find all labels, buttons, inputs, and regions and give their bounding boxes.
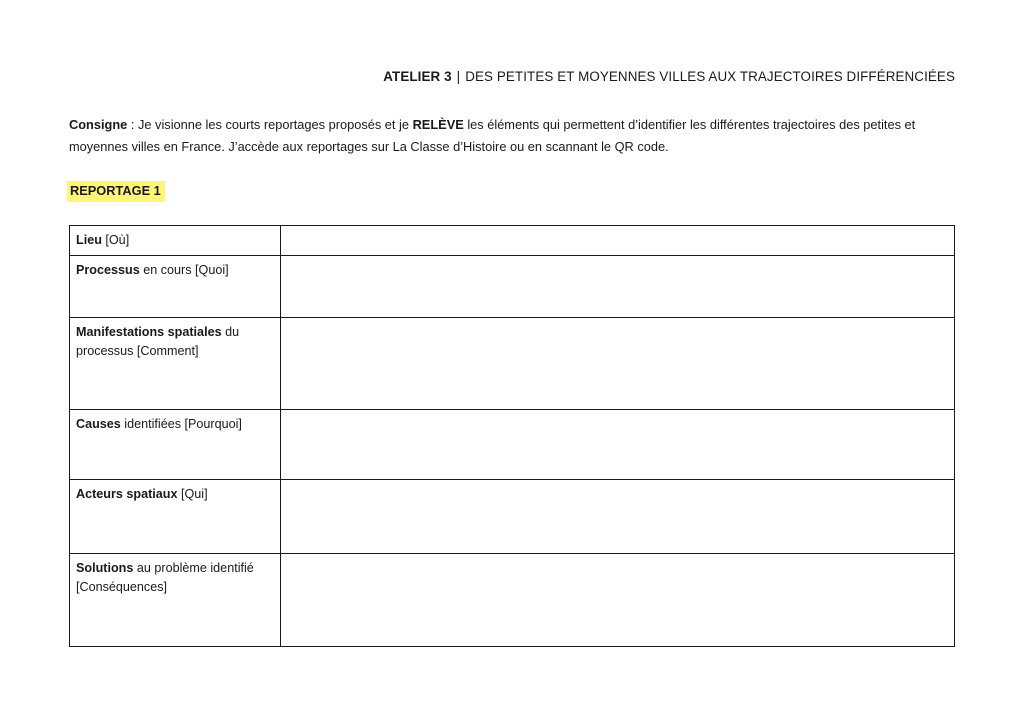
- row-label-rest: identifiées [Pourquoi]: [120, 417, 242, 431]
- answer-cell-manifestations[interactable]: [281, 318, 955, 410]
- table-row: [70, 226, 955, 256]
- row-label-bold: Processus: [76, 263, 140, 277]
- row-label-rest: du processus [Comment]: [76, 325, 240, 358]
- table-row: [70, 480, 955, 554]
- page-header: [383, 69, 955, 84]
- row-label-bold: Acteurs spatiaux: [76, 487, 178, 501]
- instructions: [69, 114, 959, 157]
- answer-cell-acteurs[interactable]: [281, 480, 955, 554]
- instructions-label: Consigne: [69, 117, 128, 132]
- answer-cell-lieu[interactable]: [281, 226, 955, 256]
- row-label-processus: [70, 256, 281, 318]
- answer-cell-processus[interactable]: [281, 256, 955, 318]
- row-label-bold: Lieu: [76, 233, 102, 247]
- table-row: [70, 318, 955, 410]
- worksheet-table: [69, 225, 955, 647]
- answer-cell-solutions[interactable]: [281, 554, 955, 647]
- row-label-solutions: [70, 554, 281, 647]
- table-row: [70, 410, 955, 480]
- table-row: [70, 554, 955, 647]
- instructions-text-2: les éléments qui permettent d’identifier les différentes trajectoires des petites et moyennes villes en France. J’accède aux reportages sur La Classe d’Histoire ou en scannant le QR code.: [69, 117, 916, 154]
- section-label-reportage: REPORTAGE 1: [67, 181, 165, 202]
- row-label-rest: [Où]: [101, 233, 130, 247]
- row-label-rest: [Qui]: [177, 487, 208, 501]
- table-row: [70, 256, 955, 318]
- row-label-acteurs: [70, 480, 281, 554]
- row-label-rest: en cours [Quoi]: [139, 263, 229, 277]
- workshop-number: ATELIER 3: [383, 69, 452, 84]
- row-label-causes: [70, 410, 281, 480]
- row-label-bold: Solutions: [76, 561, 134, 575]
- instructions-text-1: : Je visionne les courts reportages proposés et je: [127, 117, 413, 132]
- header-separator: |: [456, 69, 461, 84]
- row-label-manifestations: [70, 318, 281, 410]
- workshop-title: DES PETITES ET MOYENNES VILLES AUX TRAJECTOIRES DIFFÉRENCIÉES: [465, 69, 955, 84]
- row-label-bold: Manifestations spatiales: [76, 325, 222, 339]
- instructions-keyword: RELÈVE: [412, 117, 464, 132]
- row-label-lieu: [70, 226, 281, 256]
- row-label-rest: au problème identifié [Conséquences]: [76, 561, 254, 594]
- answer-cell-causes[interactable]: [281, 410, 955, 480]
- row-label-bold: Causes: [76, 417, 121, 431]
